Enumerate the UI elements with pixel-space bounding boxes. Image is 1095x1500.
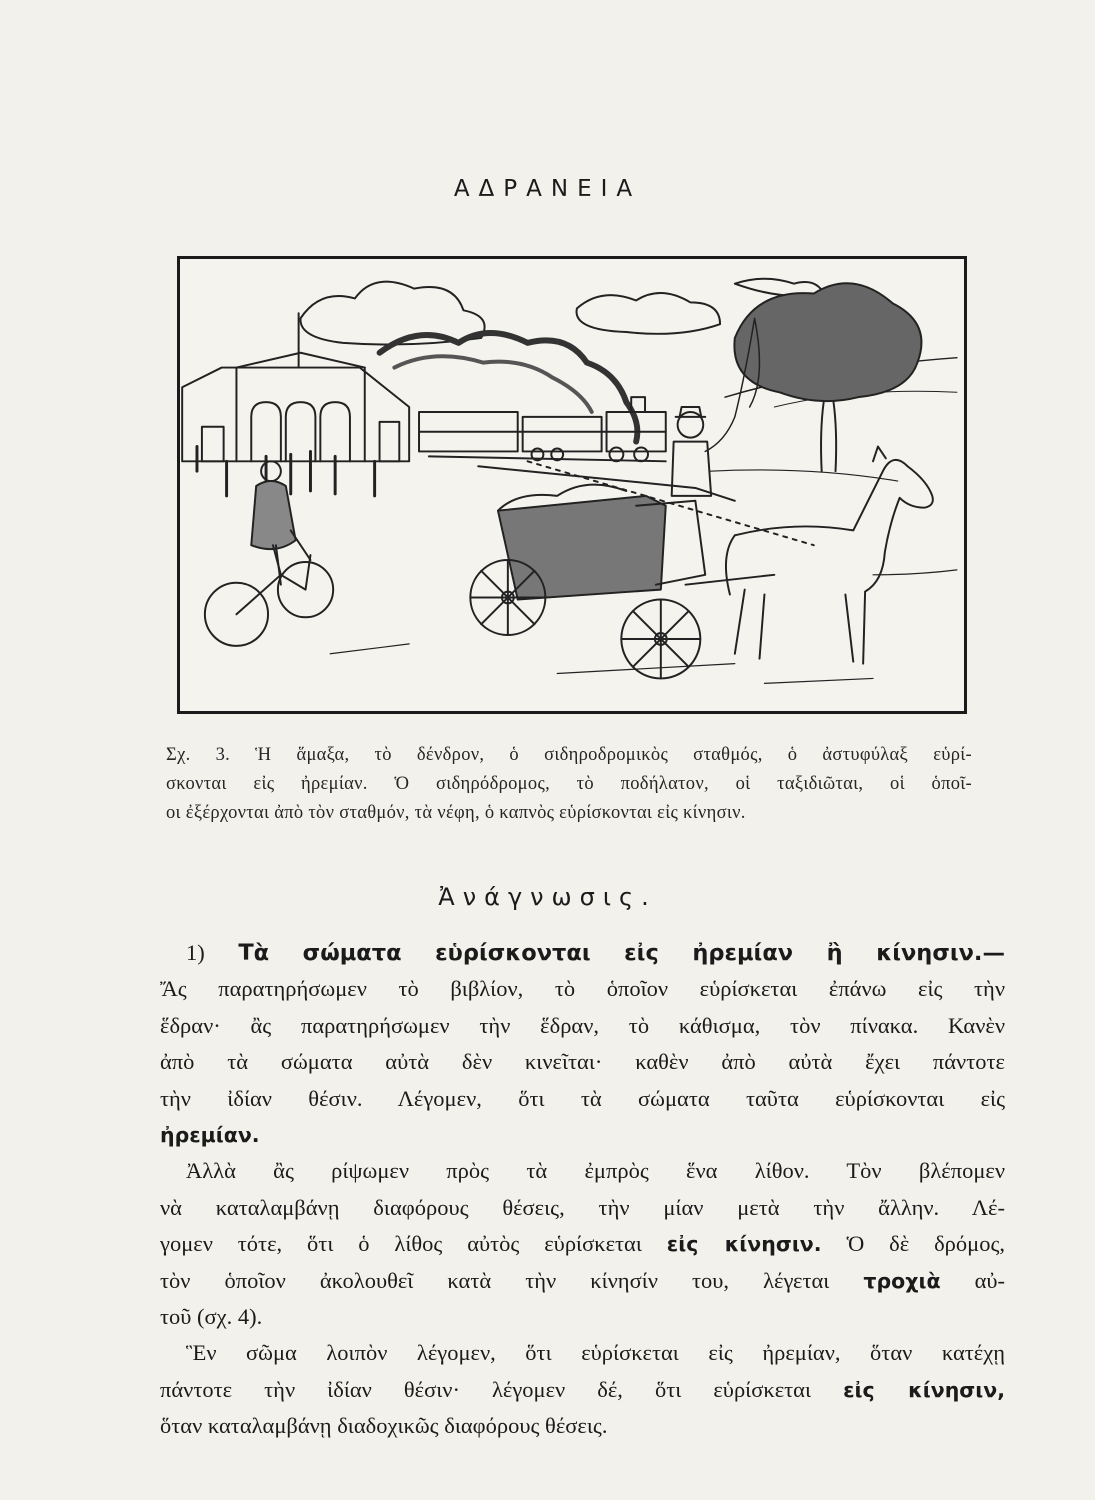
paragraph-line: τὴν ἰδίαν θέσιν. Λέγομεν, ὅτι τὰ σώματα ταῦτα εὑρίσκονται εἰς <box>160 1085 1005 1111</box>
bold-term: ἠρεμίαν. <box>160 1123 260 1148</box>
paragraph-line: νὰ καταλαμβάνῃ διαφόρους θέσεις, τὴν μίαν μετὰ τὴν ἄλλην. Λέ- <box>160 1194 1005 1220</box>
caption-line: Σχ. 3. Ἡ ἅμαξα, τὸ δένδρον, ὁ σιδηροδρομικὸς σταθμός, ὁ ἀστυφύλαξ εὑρί- <box>166 745 972 765</box>
paragraph-line: τοῦ (σχ. 4). <box>160 1304 263 1330</box>
caption-line: σκονται εἰς ἠρεμίαν. Ὁ σιδηρόδρομος, τὸ ποδήλατον, οἱ ταξιδιῶται, οἱ ὁποῖ- <box>166 774 972 794</box>
caption-line: οι ἐξέρχονται ἀπὸ τὸν σταθμόν, τὰ νέφη, ὁ καπνὸς εὑρίσκονται εἰς κίνησιν. <box>166 803 746 823</box>
heading-number: 1) <box>186 940 205 965</box>
text-run: γομεν τότε, ὅτι ὁ λίθος αὐτὸς εὑρίσκεται <box>160 1231 642 1257</box>
paragraph-line: ὅταν καταλαμβάνῃ διαδοχικῶς διαφόρους θέσεις. <box>160 1413 608 1439</box>
heading-text: Τὰ σώματα εὑρίσκονται εἰς ἠρεμίαν ἢ κίνησιν.— <box>238 940 1005 966</box>
paragraph-line: ἀπὸ τὰ σώματα αὐτὰ δὲν κινεῖται· καθὲν ἀπὸ αὐτὰ ἔχει πάντοτε <box>160 1049 1005 1075</box>
paragraph-line <box>160 1263 1005 1299</box>
paragraph-line: Ἄς παρατηρήσωμεν τὸ βιβλίον, τὸ ὁποῖον εὑρίσκεται ἐπάνω εἰς τὴν <box>160 976 1005 1002</box>
bold-term: εἰς κίνησιν, <box>843 1377 1005 1402</box>
bold-term: τροχιὰ <box>863 1268 941 1293</box>
text-run: αὐ- <box>974 1267 1006 1293</box>
paragraph-line <box>160 1117 1005 1153</box>
section-title: Ἀνάγνωσις. <box>438 883 657 911</box>
paragraph-line <box>160 1226 1005 1262</box>
station-scene-drawing <box>180 259 964 711</box>
text-run: πάντοτε τὴν ἰδίαν θέσιν· λέγομεν δέ, ὅτι εὑρίσκεται <box>160 1376 812 1402</box>
paragraph-line: Ἀλλὰ ἂς ρίψωμεν πρὸς τὰ ἐμπρὸς ἕνα λίθον. Τὸν βλέπομεν <box>186 1158 1005 1184</box>
paragraph-line <box>160 1372 1005 1408</box>
bold-term: εἰς κίνησιν. <box>666 1232 822 1257</box>
paragraph-line: Ἓν σῶμα λοιπὸν λέγομεν, ὅτι εὑρίσκεται εἰς ἠρεμίαν, ὅταν κατέχῃ <box>186 1340 1005 1366</box>
figure-caption <box>166 741 972 828</box>
text-run: τὸν ὁποῖον ἀκολουθεῖ κατὰ τὴν κίνησίν του, λέγεται <box>160 1267 830 1293</box>
text-run: Ὁ δὲ δρόμος, <box>846 1231 1006 1257</box>
paragraph-line: ἕδραν· ἂς παρατηρήσωμεν τὴν ἕδραν, τὸ κάθισμα, τὸν πίνακα. Κανὲν <box>160 1012 1005 1038</box>
body-text <box>160 935 1005 1445</box>
subsection-heading <box>160 935 1005 971</box>
figure-illustration <box>177 256 967 714</box>
running-head: ΑΔΡΑΝΕΙΑ <box>453 176 642 202</box>
